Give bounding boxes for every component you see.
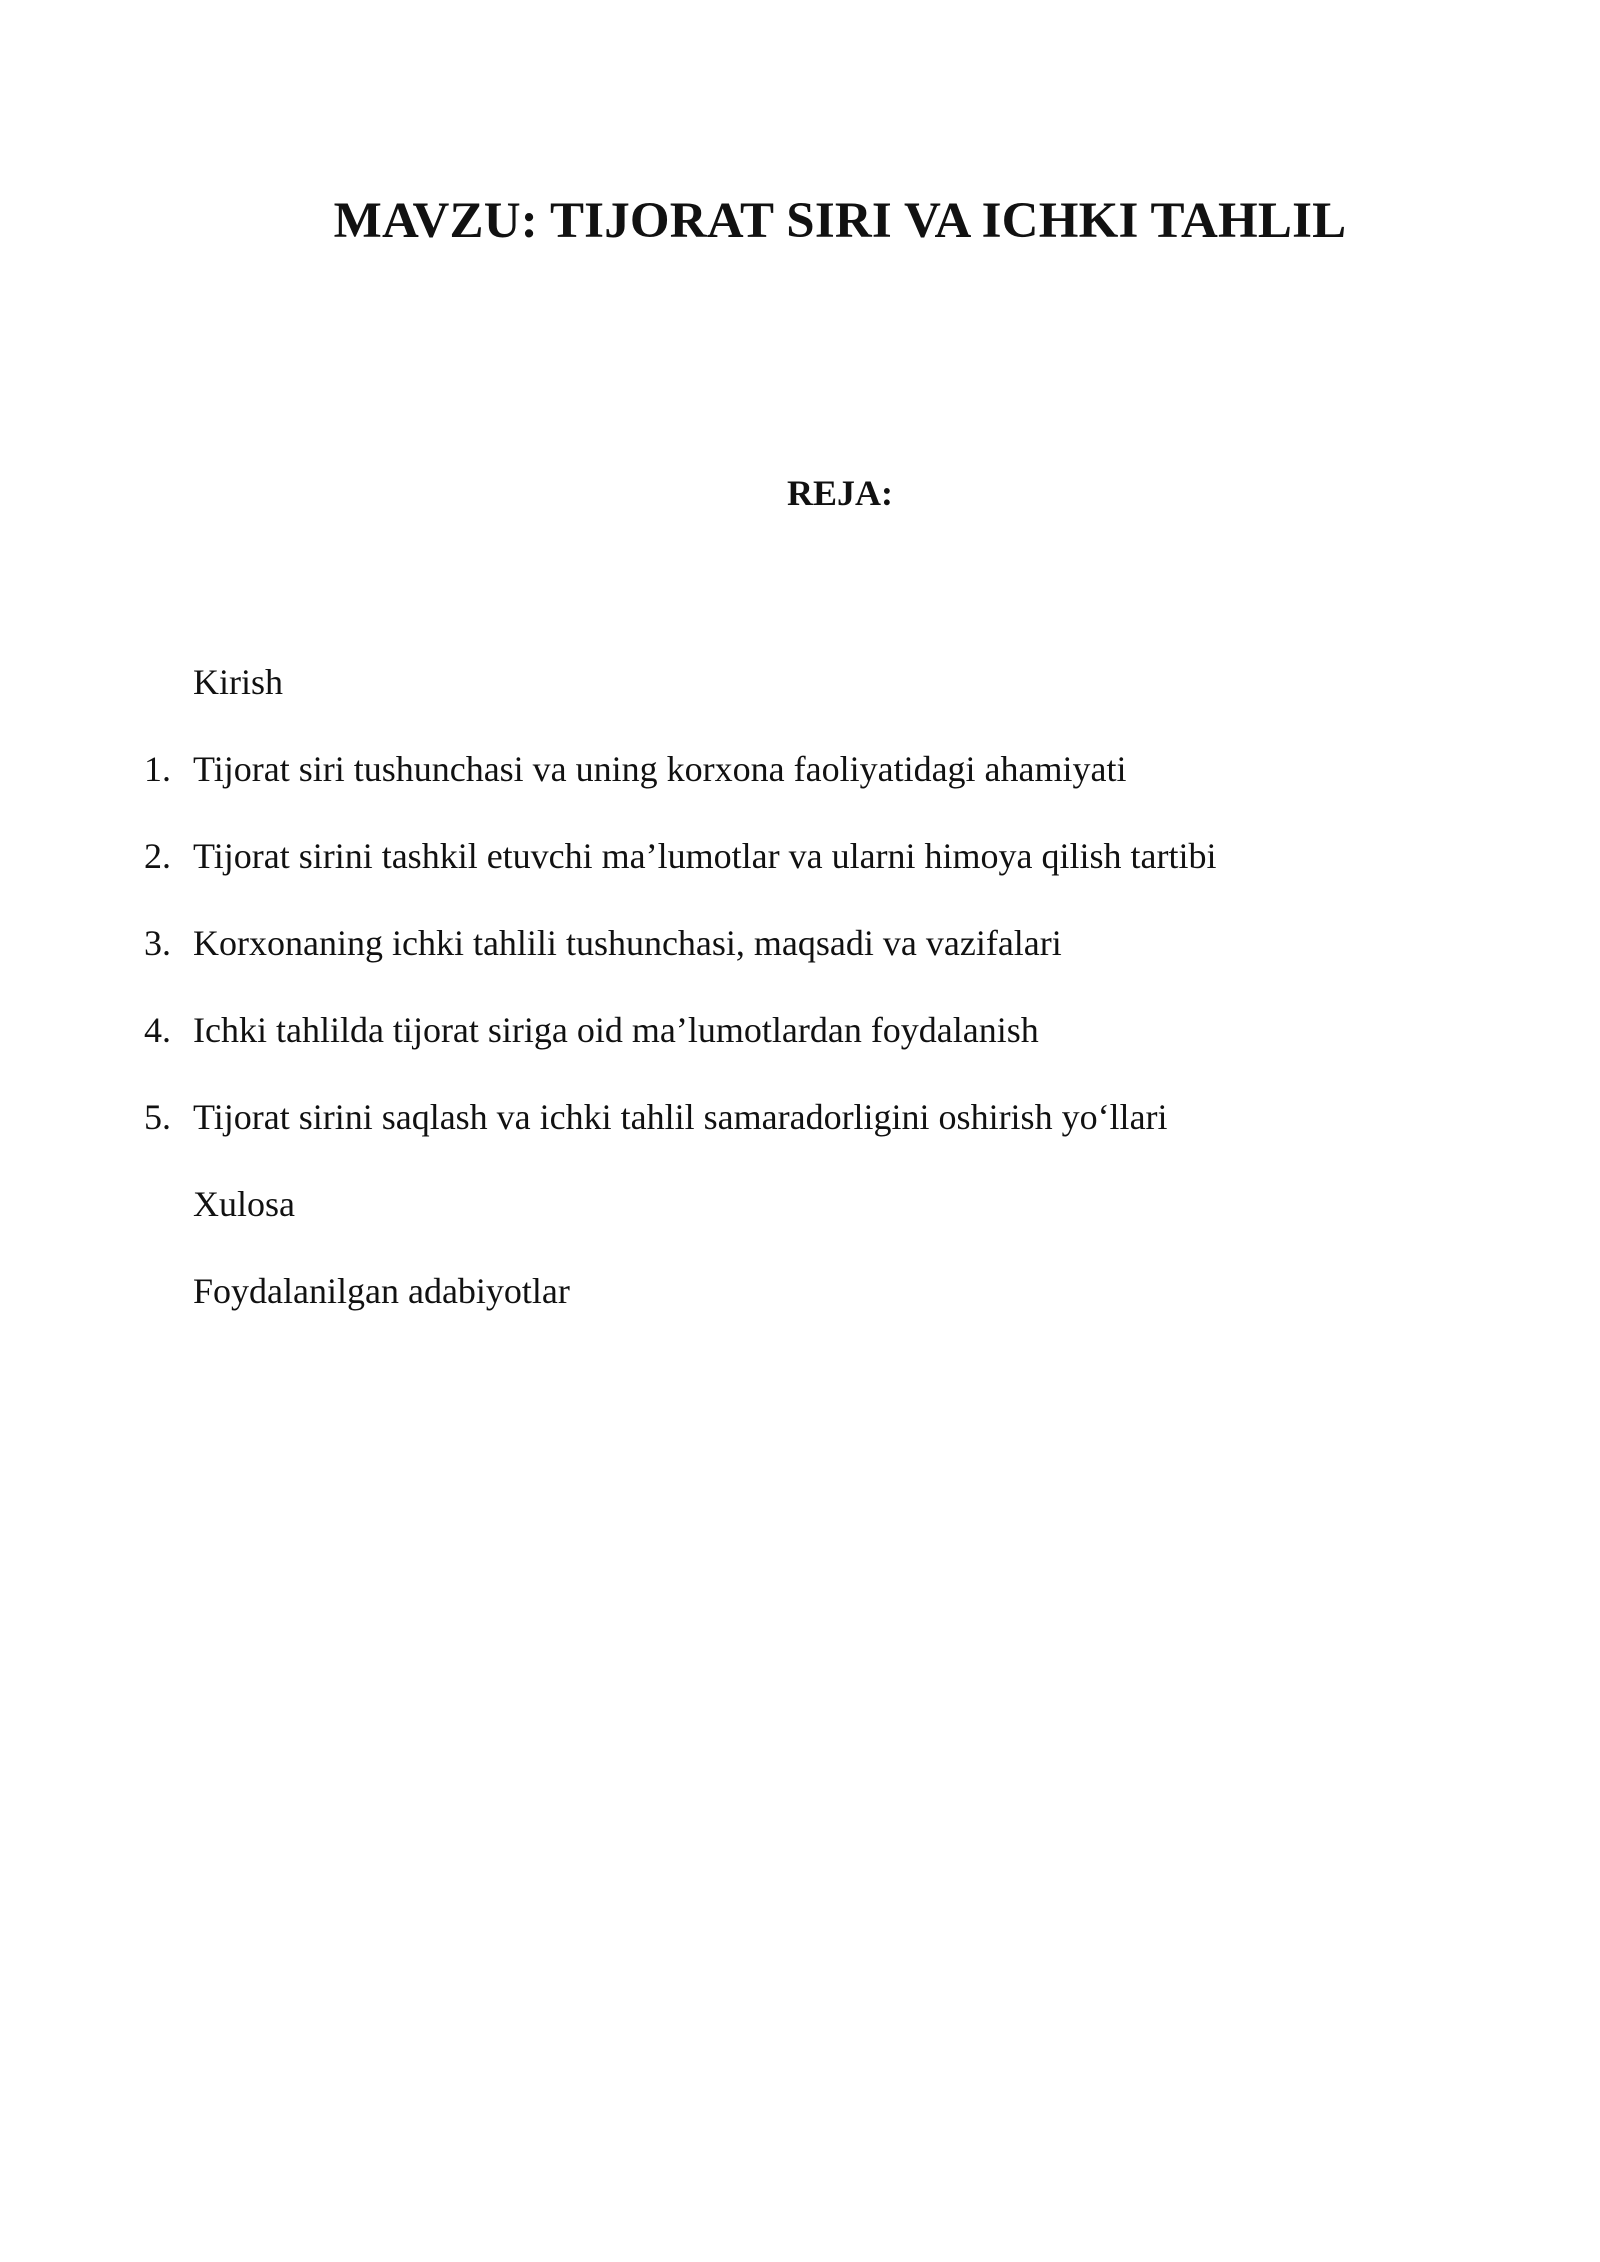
plan-item-text: Tijorat sirini tashkil etuvchi ma’lumotlar va ularni himoya qilish tartibi [193,836,1217,876]
plan-item-references [0,1269,1600,1356]
plan-item-text: Xulosa [193,1184,295,1224]
plan-heading: REJA: [787,473,893,513]
plan-item-number: 4. [144,1010,171,1050]
plan-item-3 [0,921,1600,1008]
plan-item-number: 1. [144,749,171,789]
plan-item-introduction [0,660,1600,747]
plan-list [0,660,1600,1356]
plan-item-number: 2. [144,836,171,876]
plan-item-2 [0,834,1600,921]
plan-item-number: 5. [144,1097,171,1137]
plan-item-text: Korxonaning ichki tahlili tushunchasi, maqsadi va vazifalari [193,923,1062,963]
plan-item-text: Tijorat sirini saqlash va ichki tahlil samaradorligini oshirish yo‘llari [193,1097,1168,1137]
plan-item-1 [0,747,1600,834]
plan-item-text: Ichki tahlilda tijorat siriga oid ma’lumotlardan foydalanish [193,1010,1039,1050]
plan-item-4 [0,1008,1600,1095]
plan-item-number: 3. [144,923,171,963]
plan-item-text: Kirish [193,662,283,702]
plan-item-conclusion [0,1182,1600,1269]
plan-item-text: Foydalanilgan adabiyotlar [193,1271,570,1311]
plan-item-text: Tijorat siri tushunchasi va uning korxona faoliyatidagi ahamiyati [193,749,1127,789]
document-title: MAVZU: TIJORAT SIRI VA ICHKI TAHLIL [333,193,1347,249]
plan-item-5 [0,1095,1600,1182]
